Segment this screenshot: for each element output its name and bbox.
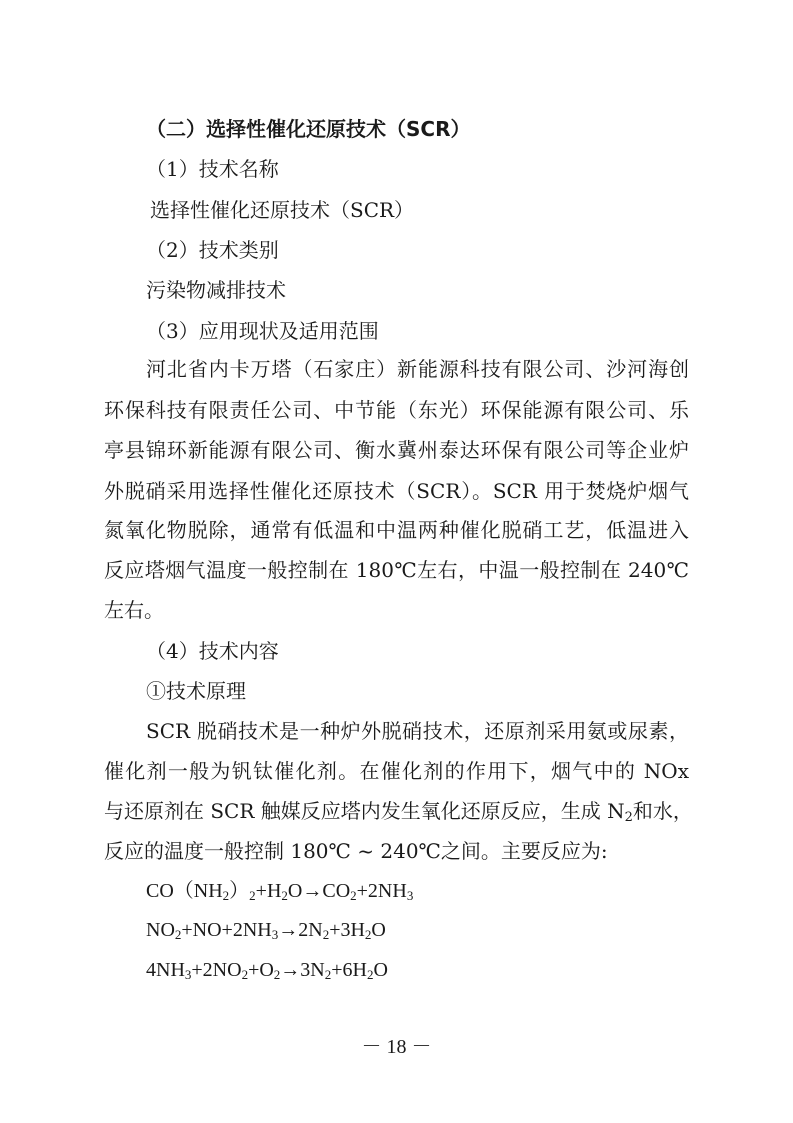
equation-text: +H (255, 880, 282, 902)
tech-principle-line: 反应的温度一般控制 180℃ ~ 240℃之间。主要反应为: (104, 839, 608, 863)
application-status-heading: （3）应用现状及适用范围 (146, 319, 379, 343)
tech-principle-line: SCR 脱硝技术是一种炉外脱硝技术，还原剂采用氨或尿素， (146, 719, 689, 743)
equation-text: +2NH (356, 880, 407, 902)
equation-subscript: 2 (366, 967, 374, 982)
equation-subscript: 2 (222, 888, 230, 903)
equation-subscript: 2 (350, 888, 357, 903)
equation-subscript: 3 (184, 967, 192, 982)
equation-subscript: 3 (406, 888, 414, 903)
equation-text: →3N (280, 959, 325, 981)
equation-subscript: 2 (249, 888, 256, 903)
equation-subscript: 2 (281, 888, 288, 903)
tech-principle-line: 催化剂一般为钒钛催化剂。在催化剂的作用下，烟气中的 NOx (104, 759, 689, 783)
equation-text: +3H (329, 919, 365, 941)
equation-subscript: 2 (174, 927, 182, 942)
tech-content-heading: （4）技术内容 (146, 639, 279, 663)
application-status-line: 亭县锦环新能源有限公司、衡水冀州泰达环保有限公司等企业炉 (104, 438, 689, 462)
reaction-equation (146, 878, 413, 904)
equation-subscript: 2 (324, 967, 332, 982)
equation-text: +NO+2NH (181, 919, 272, 941)
application-status-line: 氮氧化物脱除，通常有低温和中温两种催化脱硝工艺，低温进入 (104, 518, 689, 542)
equation-subscript: 2 (322, 927, 330, 942)
reaction-equation (146, 917, 386, 943)
principle-line-text: 和水， (632, 799, 693, 823)
equation-subscript: 2 (273, 967, 281, 982)
equation-text: →2N (278, 919, 323, 941)
principle-line-subscript: 2 (624, 810, 633, 825)
tech-category-heading: （2）技术类别 (146, 238, 279, 262)
equation-text: +O (248, 959, 274, 981)
equation-text: O (371, 919, 386, 941)
equation-text: +6H (331, 959, 367, 981)
tech-name-heading: （1）技术名称 (146, 157, 279, 181)
section-heading: （二）选择性催化还原技术（SCR） (146, 117, 471, 141)
application-status-line: 环保科技有限责任公司、中节能（东光）环保能源有限公司、乐 (104, 398, 689, 422)
equation-text: ） (229, 880, 250, 902)
reaction-equation (146, 957, 388, 983)
equation-text: +2NO (191, 959, 242, 981)
equation-text: O (373, 959, 388, 981)
application-status-line: 左右。 (104, 598, 164, 622)
tech-principle-line (104, 798, 693, 825)
page-number: － 18 － (361, 1036, 432, 1058)
equation-subscript: 3 (271, 927, 279, 942)
equation-text: 4NH (146, 959, 185, 981)
application-status-line: 河北省内卡万塔（石家庄）新能源科技有限公司、沙河海创 (146, 357, 689, 381)
application-status-line: 外脱硝采用选择性催化还原技术（SCR）。SCR 用于焚烧炉烟气 (104, 479, 689, 503)
tech-principle-heading: ①技术原理 (146, 679, 246, 703)
equation-text: NO (146, 919, 175, 941)
principle-line-text: 与还原剂在 SCR 触媒反应塔内发生氧化还原反应，生成 N (104, 799, 625, 823)
equation-text: O→CO (287, 880, 351, 902)
equation-text: CO（NH (146, 880, 223, 902)
equation-subscript: 2 (364, 927, 372, 942)
equation-subscript: 2 (241, 967, 249, 982)
tech-category-text: 污染物减排技术 (146, 278, 286, 302)
tech-name-text: 选择性催化还原技术（SCR） (150, 198, 415, 222)
application-status-line: 反应塔烟气温度一般控制在 180℃左右，中温一般控制在 240℃ (104, 558, 689, 582)
